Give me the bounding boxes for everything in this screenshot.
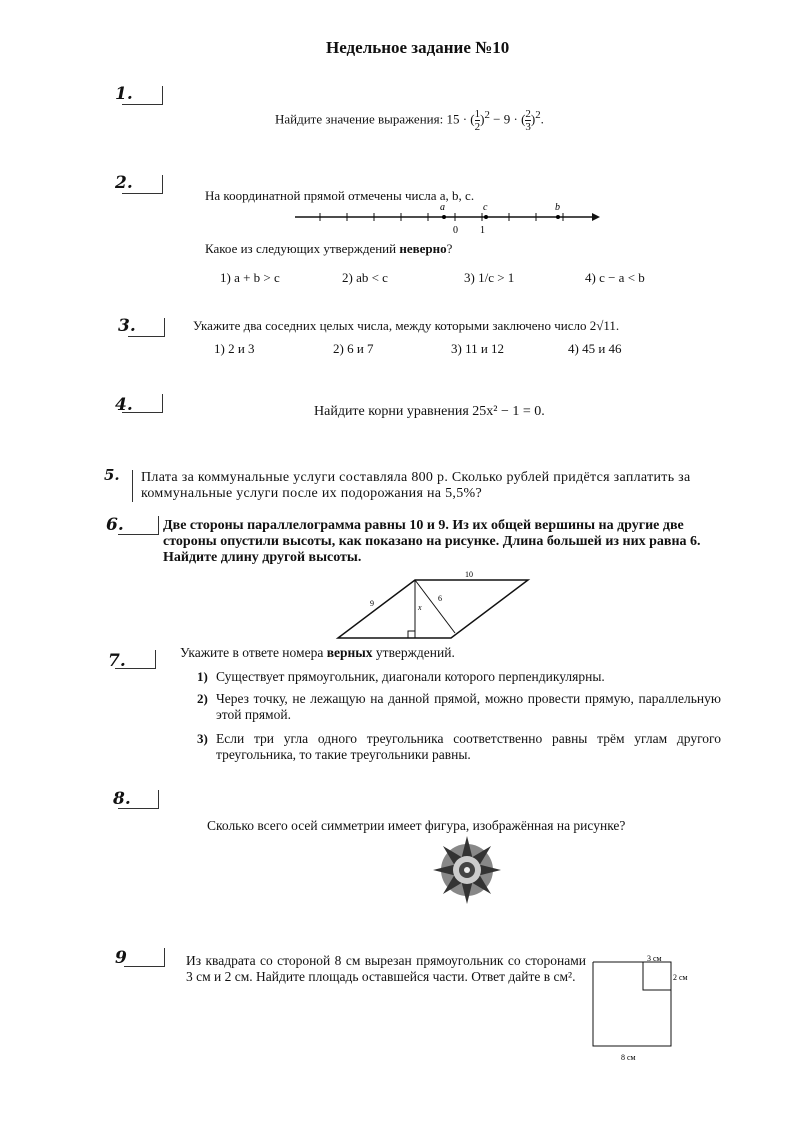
task-number: 9 bbox=[115, 948, 127, 968]
task-number: 3. bbox=[118, 316, 136, 336]
q7-item-number: 2) bbox=[197, 691, 208, 706]
q7-item-number: 3) bbox=[197, 731, 208, 746]
q3-option[interactable]: 2) 6 и 7 bbox=[333, 341, 374, 356]
label-b: b bbox=[555, 202, 560, 213]
q1-expression: Найдите значение выражения: 15 · ( $\frac{1}{2}$ )$^2$ − 9 · ( $\frac{2}{3}$ )$^2$. bbox=[275, 108, 544, 133]
q7-statement: Через точку, не лежащую на данной прямой, можно провести прямую, параллельную этой прямой. bbox=[216, 691, 721, 722]
answer-box[interactable] bbox=[122, 86, 163, 105]
label-zero: 0 bbox=[453, 225, 458, 236]
q2-option[interactable]: 3) 1/c > 1 bbox=[464, 270, 515, 285]
q6-text: Две стороны параллелограмма равны 10 и 9. Из их общей вершины на другие две стороны опустили высоты, как показано на рисунке. Длина большей из них равна 6. Найдите длину другой высоты. bbox=[163, 518, 701, 565]
task-number: 4. bbox=[115, 395, 133, 415]
point-a bbox=[442, 215, 446, 219]
answer-box[interactable] bbox=[122, 175, 163, 194]
q7-statement: Существует прямоугольник, диагонали которого перпендикулярны. bbox=[216, 669, 605, 684]
q2-option[interactable]: 1) a + b > c bbox=[220, 270, 280, 285]
task-number: 5. bbox=[104, 466, 120, 484]
ornament-figure bbox=[432, 835, 502, 905]
answer-box[interactable] bbox=[122, 394, 163, 413]
point-b bbox=[556, 215, 560, 219]
side-top-label: 10 bbox=[465, 570, 473, 579]
number-line bbox=[290, 200, 610, 236]
q4-text: Найдите корни уравнения 25x² − 1 = 0. bbox=[314, 404, 545, 419]
cut-height-label: 2 см bbox=[673, 973, 688, 982]
q9-text: Из квадрата со стороной 8 см вырезан прямоугольник со сторонами 3 см и 2 см. Найдите площадь оставшейся части. Ответ дайте в см². bbox=[186, 953, 586, 984]
square-figure bbox=[585, 952, 705, 1072]
task-number: 1. bbox=[115, 84, 133, 104]
task-number: 7. bbox=[108, 651, 126, 671]
q2-option[interactable]: 4) c − a < b bbox=[585, 270, 645, 285]
label-a: a bbox=[440, 202, 445, 213]
q7-text: Укажите в ответе номера верных утверждений. bbox=[180, 645, 455, 660]
answer-box[interactable] bbox=[124, 948, 165, 967]
q5-text: Плата за коммунальные услуги составляла 800 р. Сколько рублей придётся заплатить за коммунальные услуги после их подорожания на 5,5%? bbox=[132, 470, 726, 502]
parallelogram-figure bbox=[330, 568, 540, 640]
height-x-label: x bbox=[418, 603, 422, 612]
q3-option[interactable]: 4) 45 и 46 bbox=[568, 341, 622, 356]
height-6-label: 6 bbox=[438, 594, 442, 603]
q3-option[interactable]: 3) 11 и 12 bbox=[451, 341, 505, 356]
q3-text: Укажите два соседних целых числа, между которыми заключено число 2√11. bbox=[193, 318, 620, 333]
answer-box[interactable] bbox=[128, 318, 165, 337]
q2-text: На координатной прямой отмечены числа a, b, c. bbox=[205, 188, 475, 203]
point-c bbox=[484, 215, 488, 219]
task-number: 6. bbox=[106, 515, 124, 535]
q2-option[interactable]: 2) ab < c bbox=[342, 270, 388, 285]
q2-question: Какое из следующих утверждений неверно? bbox=[205, 241, 453, 256]
side-left-label: 9 bbox=[370, 599, 374, 608]
q3-option[interactable]: 1) 2 и 3 bbox=[214, 341, 255, 356]
answer-box[interactable] bbox=[115, 650, 156, 669]
task-number: 8. bbox=[113, 789, 131, 809]
side-label: 8 см bbox=[621, 1053, 636, 1062]
q7-statement: Если три угла одного треугольника соответственно равны трём углам другого треугольника, то такие треугольники равны. bbox=[216, 731, 721, 762]
label-one: 1 bbox=[480, 225, 485, 236]
task-number: 2. bbox=[115, 173, 133, 193]
cut-width-label: 3 см bbox=[647, 954, 662, 963]
page-title: Недельное задание №10 bbox=[326, 38, 510, 57]
label-c: c bbox=[483, 202, 488, 213]
q8-text: Сколько всего осей симметрии имеет фигура, изображённая на рисунке? bbox=[207, 818, 626, 833]
q7-item-number: 1) bbox=[197, 669, 208, 684]
answer-box[interactable] bbox=[118, 790, 159, 809]
answer-box[interactable] bbox=[118, 516, 159, 535]
